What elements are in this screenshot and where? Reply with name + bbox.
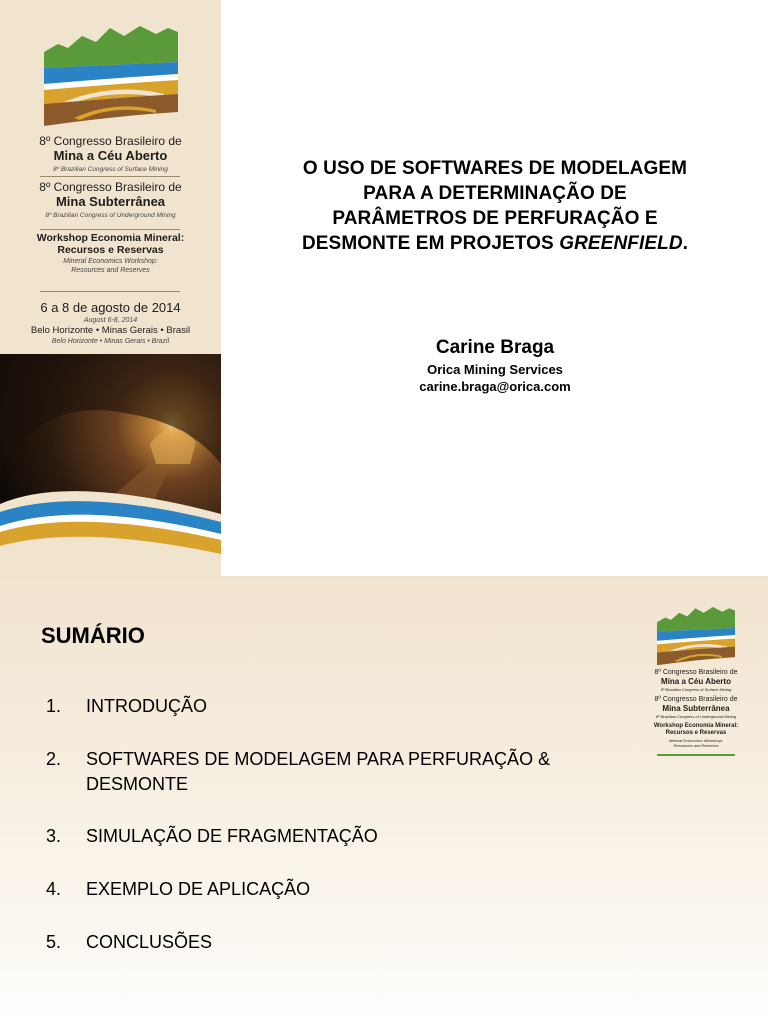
author-email: carine.braga@orica.com: [419, 379, 571, 394]
list-item: [46, 877, 646, 902]
workshop-line2: Recursos e Reservas: [57, 244, 164, 256]
divider: [40, 291, 180, 292]
logo-text: Workshop Economia Mineral:: [653, 723, 739, 729]
logo-text: 8º Congresso Brasileiro de: [654, 669, 738, 676]
logo-text: Mina a Céu Aberto: [661, 677, 731, 686]
item-text: EXEMPLO DE APLICAÇÃO: [86, 879, 311, 899]
divider: [40, 176, 180, 177]
title-last-suffix: .: [682, 233, 689, 254]
event-location-english: Belo Horizonte • Minas Gerais • Brazil: [51, 338, 170, 345]
item-number: 4.: [46, 879, 62, 899]
logo-underline: [657, 754, 735, 756]
summary-heading: SUMÁRIO: [41, 623, 145, 648]
title-line: PARA A DETERMINAÇÃO DE: [363, 183, 627, 204]
logo-text: Mineral Economics Workshop:: [668, 738, 724, 743]
item-number: 1.: [46, 696, 62, 716]
open-pit-congress-line1: 8º Congresso Brasileiro de: [39, 134, 182, 148]
congress-logo-icon: [44, 22, 178, 126]
title-line: O USO DE SOFTWARES DE MODELAGEM: [302, 158, 688, 179]
mine-tunnel-photo: [0, 354, 221, 576]
item-number: 2.: [46, 749, 62, 769]
workshop-english-line2: Resources and Reserves: [71, 267, 150, 274]
author-company: Orica Mining Services: [427, 362, 563, 377]
event-date-english: August 6-8, 2014: [83, 317, 138, 324]
summary-list: [46, 694, 646, 983]
item-text: SIMULAÇÃO DE FRAGMENTAÇÃO: [86, 826, 378, 846]
congress-logo-icon: [657, 602, 735, 668]
underground-congress-line1: 8º Congresso Brasileiro de: [39, 180, 182, 194]
item-number: 3.: [46, 826, 62, 846]
workshop-line1: Workshop Economia Mineral:: [36, 232, 185, 244]
logo-text: Resources and Reserves: [673, 743, 719, 748]
summary-slide: [0, 576, 768, 1024]
event-location: Belo Horizonte • Minas Gerais • Brasil: [30, 325, 191, 336]
list-item: [46, 747, 646, 797]
presentation-title: [250, 156, 740, 256]
title-last-prefix: DESMONTE EM PROJETOS: [301, 233, 560, 254]
congress-side-panel: [0, 0, 221, 576]
open-pit-congress-name: Mina a Céu Aberto: [53, 148, 168, 163]
underground-congress-english: 8º Brazilian Congress of Underground Mining: [45, 212, 176, 219]
list-item: [46, 930, 646, 955]
item-text: SOFTWARES DE MODELAGEM PARA PERFURAÇÃO & DESMONTE: [86, 749, 551, 794]
logo-text: 8º Brazilian Congress of Surface Mining: [660, 687, 732, 692]
title-italic-word: GREENFIELD: [559, 233, 683, 254]
logo-text: 8º Congresso Brasileiro de: [654, 696, 738, 703]
logo-text: 8º Brazilian Congress of Underground Mining: [655, 714, 737, 719]
item-text: CONCLUSÕES: [86, 932, 213, 952]
author-name: Carine Braga: [435, 337, 555, 358]
workshop-english-line1: Mineral Economics Workshop:: [63, 258, 158, 265]
list-item: [46, 694, 646, 719]
open-pit-congress-english: 8º Brazilian Congress of Surface Mining: [53, 166, 168, 173]
event-date: 6 a 8 de agosto de 2014: [40, 300, 181, 315]
list-item: [46, 824, 646, 849]
item-text: INTRODUÇÃO: [86, 696, 207, 716]
logo-text: Mina Subterrânea: [662, 704, 730, 713]
underground-congress-name: Mina Subterrânea: [55, 194, 166, 209]
title-line: PARÂMETROS DE PERFURAÇÃO E: [332, 208, 658, 229]
item-number: 5.: [46, 932, 62, 952]
logo-text: Recursos e Reservas: [665, 730, 727, 736]
title-line: [250, 231, 740, 256]
divider: [40, 229, 180, 230]
